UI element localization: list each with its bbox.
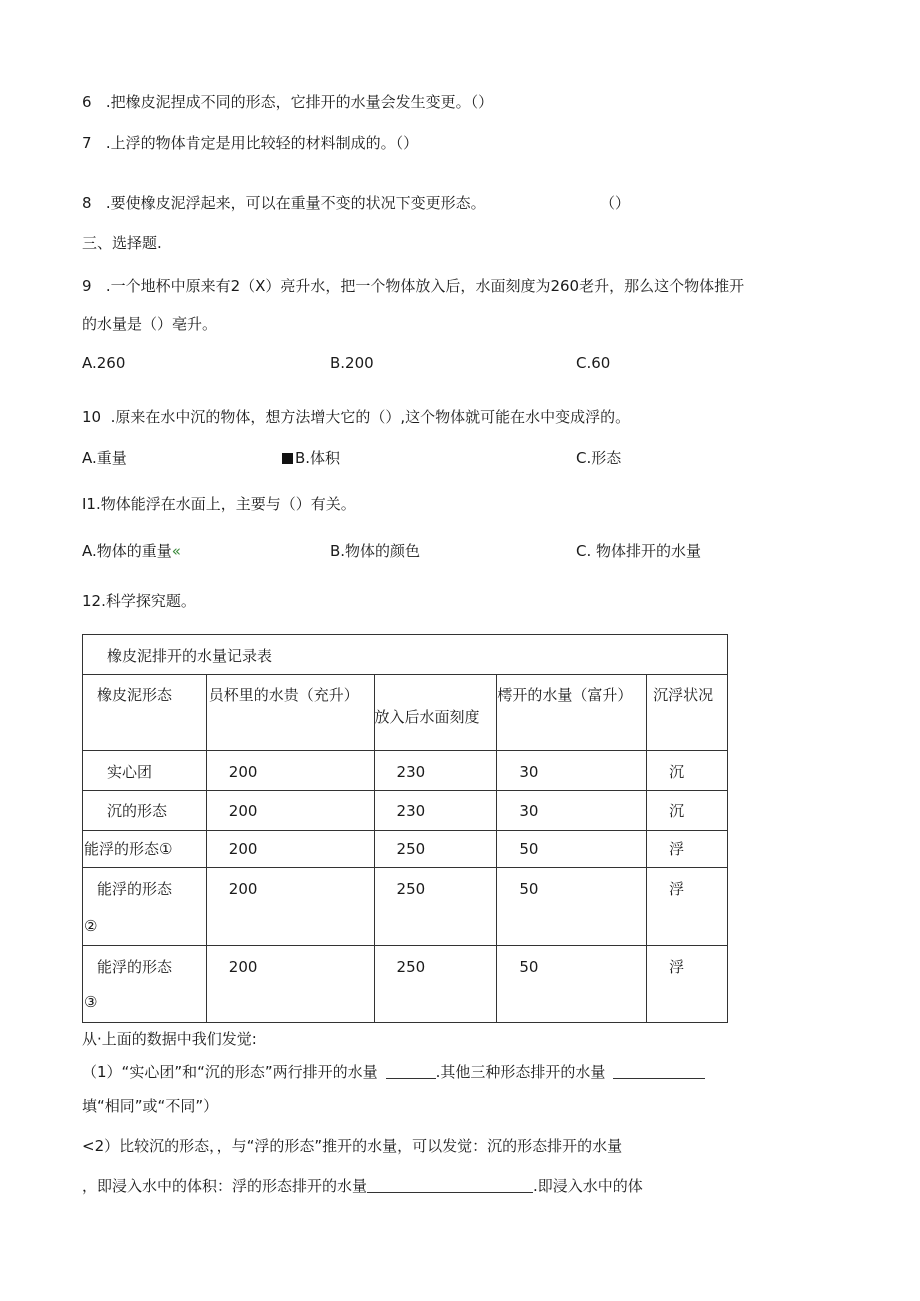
table-row: 沉的形态 200 230 30 沉 — [83, 791, 728, 831]
question-11-option-b: B.物体的颜色 — [330, 542, 421, 560]
question-9-line1: 9 .一个地杯中原来有2（X）亮升水，把一个物体放入后，水面刻度为260老升，那么这个物体推开 — [82, 277, 745, 295]
question-9-option-a: A.260 — [82, 354, 126, 372]
finding-3: ，即浸入水中的体积：浮的形态排开的水量 .即浸入水中的体 — [82, 1177, 643, 1195]
question-9-line2: 的水量是（）亳升。 — [82, 315, 218, 333]
section-title-choice: 三、选择题. — [82, 234, 162, 252]
stray-mark: « — [171, 542, 181, 560]
header-float-state: 沉浮状况 — [653, 686, 714, 704]
question-8-answer-parens: （） — [600, 194, 631, 212]
findings-intro: 从·上面的数据中我们发觉: — [82, 1030, 257, 1048]
water-displacement-table — [82, 634, 728, 1023]
table-row: 能浮的形态 ③ 200 250 50 浮 — [83, 946, 728, 1023]
question-9-option-c: C.60 — [576, 354, 611, 372]
question-12: 12.科学探究题。 — [82, 592, 196, 610]
question-11-option-c: C. 物体排开的水量 — [576, 542, 702, 560]
header-shape: 橡皮泥形态 — [97, 686, 173, 704]
header-displaced-water: 樗开的水量（富升） — [497, 686, 633, 704]
table-title-row — [83, 635, 728, 675]
header-water-level: 放入后水面刻度 — [374, 708, 480, 726]
header-initial-water: 员杯里的水贵（充升） — [208, 686, 359, 704]
table-header-row — [83, 675, 728, 751]
table-row: 能浮的形态 ② 200 250 50 浮 — [83, 868, 728, 946]
question-8: 8 .要使橡皮泥浮起来，可以在重量不变的状况下变更形态。 — [82, 194, 486, 212]
answer-blank[interactable] — [367, 1178, 533, 1193]
finding-2: <2）比较沉的形态，，与“浮的形态”推开的水量，可以发觉：沉的形态排开的水量 — [82, 1137, 623, 1155]
finding-1-note: 填“相同”或“不同”） — [82, 1097, 219, 1115]
question-11: I1.物体能浮在水面上，主要与（）有关。 — [82, 495, 356, 513]
table-title: 橡皮泥排开的水量记录表 — [107, 647, 273, 665]
square-bullet-icon — [282, 453, 293, 464]
table-row: 能浮的形态① 200 250 50 浮 — [83, 831, 728, 868]
question-6: 6 .把橡皮泥捏成不同的形态，它排开的水量会发生变更。（） — [82, 93, 494, 111]
question-10-option-a: A.重量 — [82, 449, 127, 467]
question-11-option-a: A.物体的重量« — [82, 542, 181, 560]
question-7: 7 .上浮的物体肯定是用比较轻的材料制成的。（） — [82, 134, 419, 152]
question-9-option-b: B.200 — [330, 354, 374, 372]
question-10-option-c: C.形态 — [576, 449, 622, 467]
answer-blank[interactable] — [386, 1064, 436, 1079]
answer-blank[interactable] — [613, 1064, 705, 1079]
table-row: 实心团 200 230 30 沉 — [83, 751, 728, 791]
question-10-option-b: B.体积 — [282, 448, 340, 468]
finding-1: （1）“实心团”和“沉的形态”两行排开的水量 .其他三种形态排开的水量 — [82, 1062, 705, 1082]
question-10: 10 .原来在水中沉的物体，想方法增大它的（）,这个物体就可能在水中变成浮的。 — [82, 408, 631, 426]
